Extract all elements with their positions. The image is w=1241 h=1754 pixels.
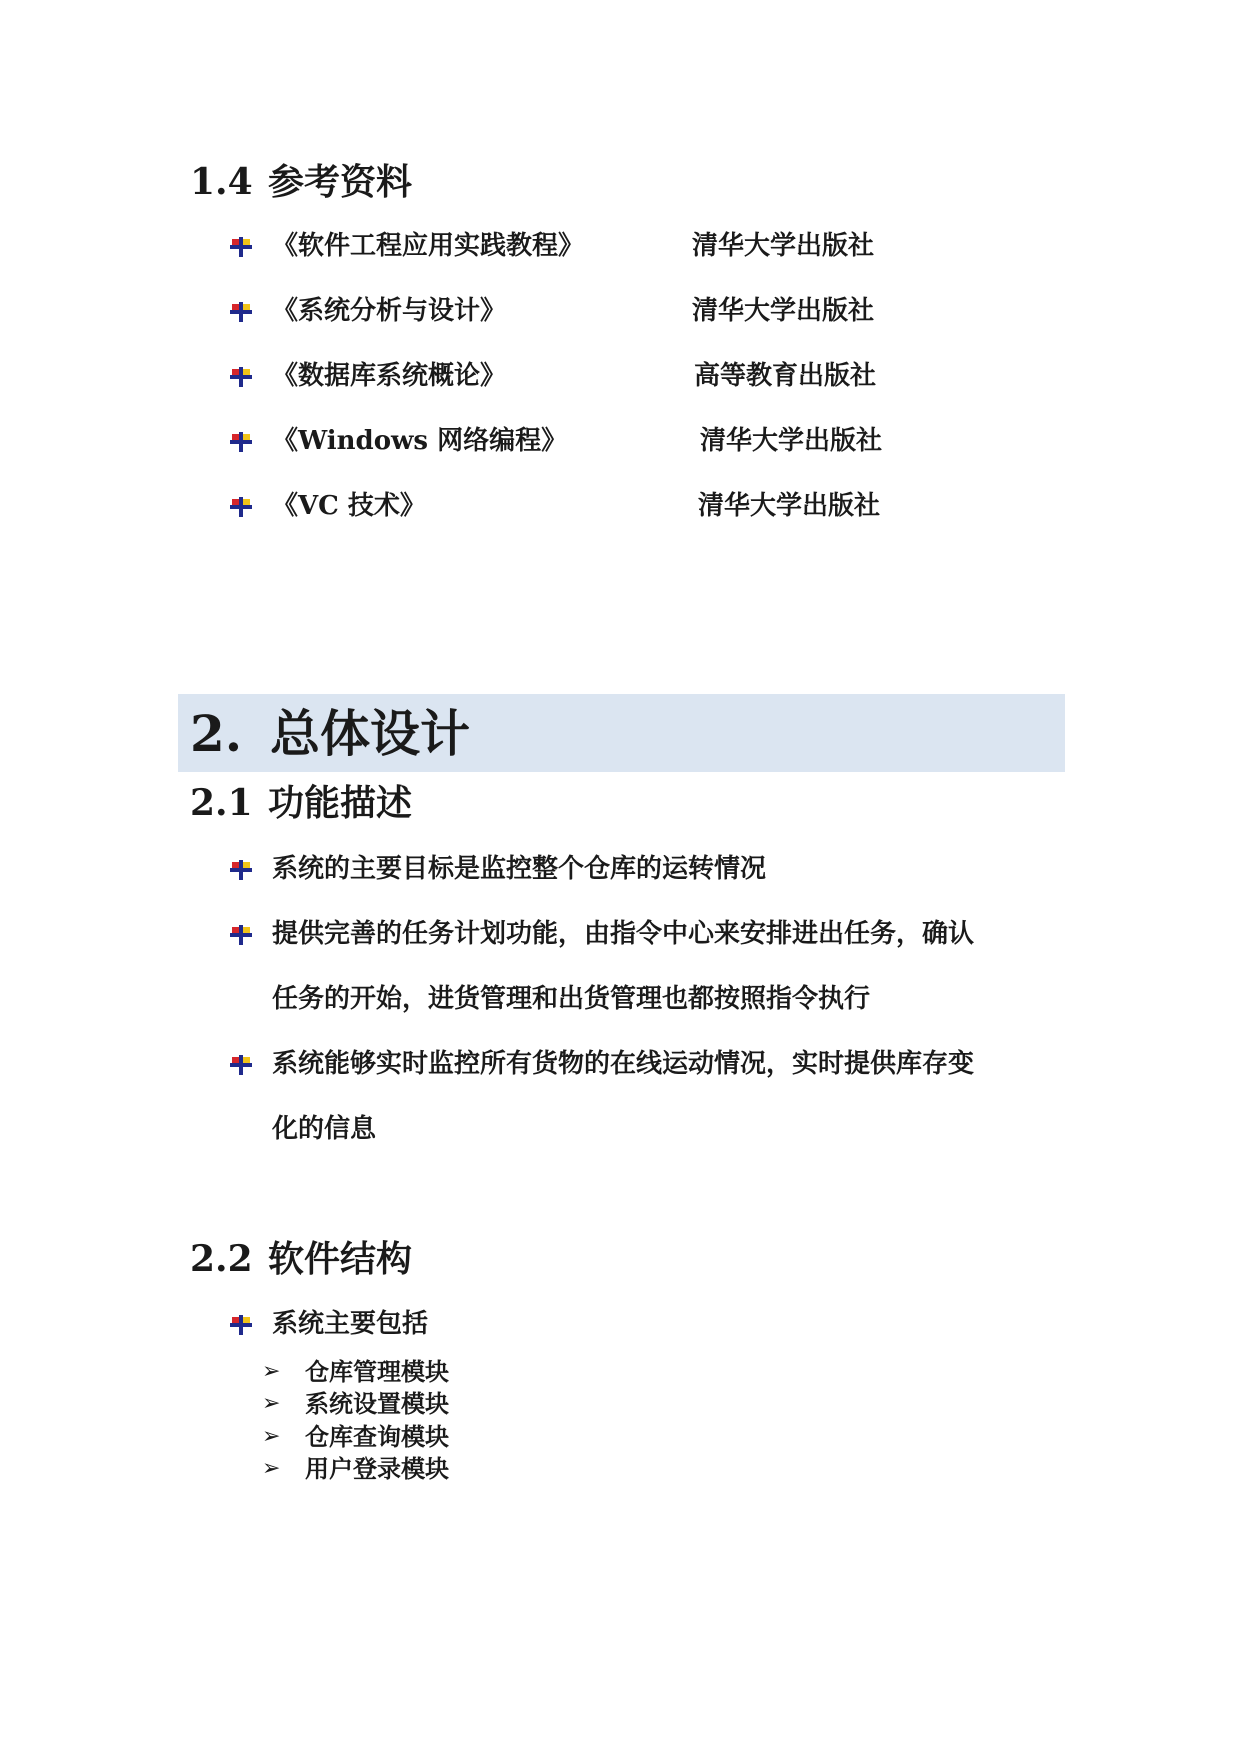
bullet-icon (230, 365, 252, 387)
arrow-bullet-icon: ➢ (262, 1456, 281, 1481)
reference-publisher: 清华大学出版社 (692, 296, 875, 326)
module-item: 仓库查询模块 (305, 1422, 449, 1451)
section-heading-2-2 (190, 1234, 412, 1284)
bullet-icon (230, 430, 252, 452)
bullet-icon (230, 235, 252, 257)
structure-intro: 系统主要包括 (272, 1309, 429, 1339)
function-line: 系统能够实时监控所有货物的在线运动情况，实时提供库存变 (272, 1049, 975, 1079)
chapter-number: 2. (190, 704, 243, 763)
bullet-icon (230, 495, 252, 517)
function-line: 提供完善的任务计划功能，由指令中心来安排进出任务，确认 (272, 919, 975, 949)
function-line: 化的信息 (272, 1114, 377, 1144)
reference-publisher: 清华大学出版社 (698, 491, 881, 521)
arrow-bullet-icon: ➢ (262, 1359, 281, 1384)
section-title: 参考资料 (268, 161, 413, 203)
section-heading-1-4 (190, 157, 412, 207)
bullet-icon (230, 858, 252, 880)
reference-title: 《软件工程应用实践教程》 (272, 231, 585, 261)
section-title: 功能描述 (268, 782, 413, 824)
reference-title: 《系统分析与设计》 (272, 296, 507, 326)
function-line: 系统的主要目标是监控整个仓库的运转情况 (272, 854, 767, 884)
section-number: 2.2 (190, 1238, 253, 1280)
function-line: 任务的开始，进货管理和出货管理也都按照指令执行 (272, 984, 871, 1014)
arrow-bullet-icon: ➢ (262, 1391, 281, 1416)
reference-title: 《Windows 网络编程》 (272, 426, 568, 456)
bullet-icon (230, 923, 252, 945)
section-heading-2-1 (190, 778, 412, 828)
reference-title: 《VC 技术》 (272, 491, 426, 521)
chapter-heading-2 (190, 702, 470, 766)
bullet-icon (230, 1313, 252, 1335)
section-number: 1.4 (190, 161, 253, 203)
module-item: 系统设置模块 (305, 1389, 449, 1418)
reference-publisher: 高等教育出版社 (694, 361, 877, 391)
arrow-bullet-icon: ➢ (262, 1424, 281, 1449)
reference-title: 《数据库系统概论》 (272, 361, 507, 391)
module-item: 用户登录模块 (305, 1454, 449, 1483)
bullet-icon (230, 300, 252, 322)
chapter-title: 总体设计 (270, 704, 470, 763)
section-title: 软件结构 (268, 1238, 413, 1280)
section-number: 2.1 (190, 782, 253, 824)
reference-publisher: 清华大学出版社 (692, 231, 875, 261)
reference-publisher: 清华大学出版社 (700, 426, 883, 456)
bullet-icon (230, 1053, 252, 1075)
module-item: 仓库管理模块 (305, 1357, 449, 1386)
